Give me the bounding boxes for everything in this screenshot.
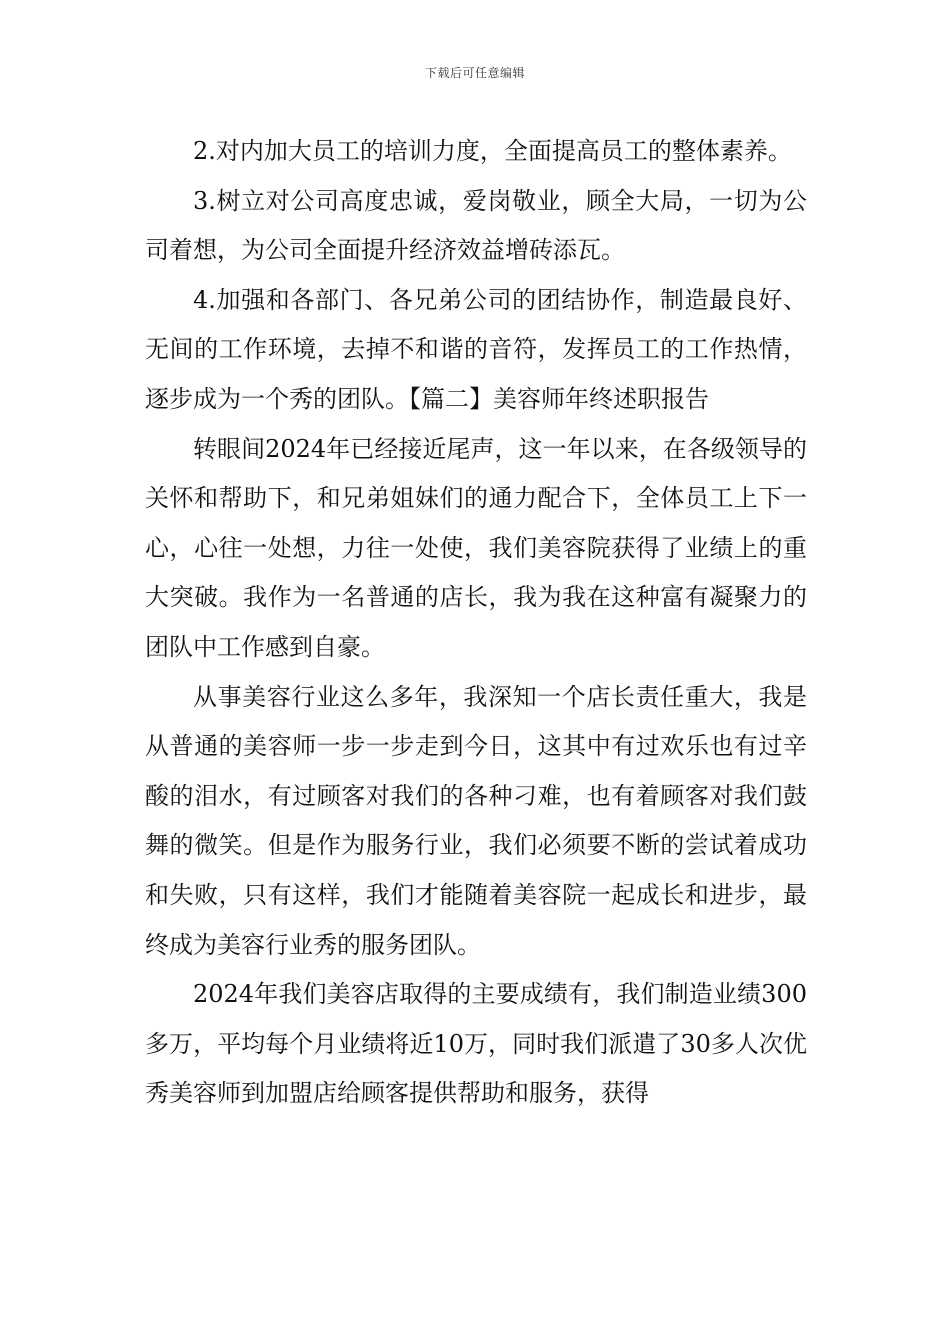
paragraph-year-end-intro: 转眼间2024年已经接近尾声，这一年以来，在各级领导的关怀和帮助下，和兄弟姐妹们的通力配合下，全体员工上下一心，心往一处想，力往一处使，我们美容院获得了业绩上的重大突破。我作为一名普通的店长，我为我在这种富有凝聚力的团队中工作感到自豪。 bbox=[145, 434, 807, 661]
page-header: 下载后可任意编辑 bbox=[424, 66, 525, 80]
paragraph-item-4: 4.加强和各部门、各兄弟公司的团结协作，制造最良好、无间的工作环境，去掉不和谐的音符，发挥员工的工作热情，逐步成为一个秀的团队。【篇二】美容师年终述职报告 bbox=[145, 285, 807, 413]
paragraph-achievements: 2024年我们美容店取得的主要成绩有，我们制造业绩300多万，平均每个月业绩将近10万，同时我们派遣了30多人次优秀美容师到加盟店给顾客提供帮助和服务，获得 bbox=[145, 980, 807, 1108]
paragraph-item-3: 3.树立对公司高度忠诚，爱岗敬业，顾全大局，一切为公司着想，为公司全面提升经济效益增砖添瓦。 bbox=[145, 186, 807, 265]
document-body bbox=[145, 127, 807, 1119]
paragraph-store-manager-experience: 从事美容行业这么多年，我深知一个店长责任重大，我是从普通的美容师一步一步走到今日，这其中有过欢乐也有过辛酸的泪水，有过顾客对我们的各种刁难，也有着顾客对我们鼓舞的微笑。但是作为服务行业，我们必须要不断的尝试着成功和失败，只有这样，我们才能随着美容院一起成长和进步，最终成为美容行业秀的服务团队。 bbox=[145, 682, 807, 959]
paragraph-item-2: 2.对内加大员工的培训力度，全面提高员工的整体素养。 bbox=[193, 137, 792, 165]
